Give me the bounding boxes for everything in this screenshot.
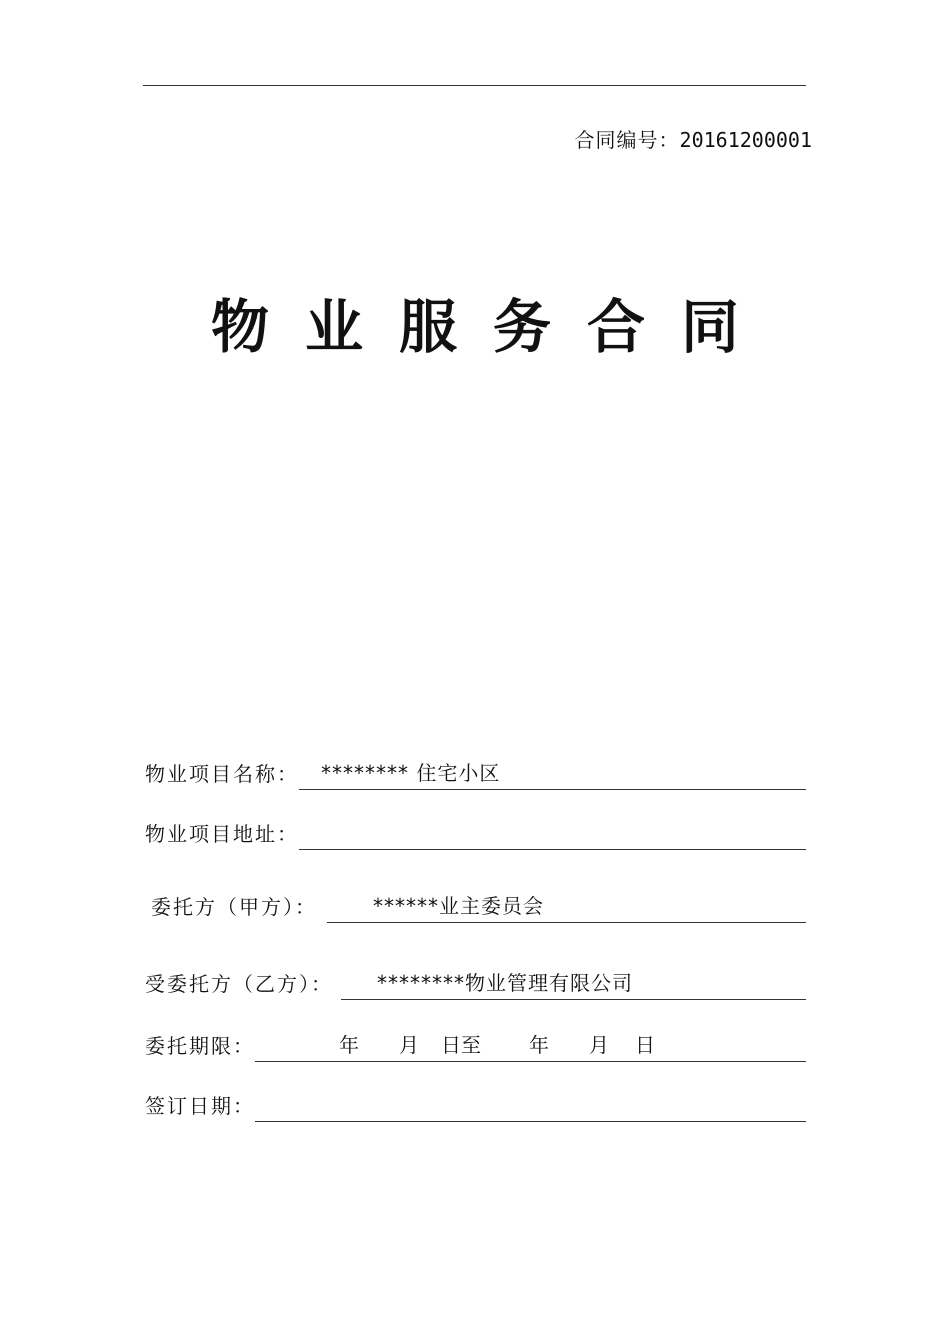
field-label: 物业项目名称： <box>145 762 299 786</box>
field-label: 委托期限： <box>145 1034 255 1058</box>
term-period <box>255 1029 655 1061</box>
contract-number <box>575 124 812 153</box>
contract-number-value: 20161200001 <box>679 128 812 152</box>
header-rule <box>143 85 806 86</box>
field-term <box>145 1022 806 1062</box>
field-project-name <box>145 750 806 790</box>
field-party-a <box>145 883 806 923</box>
field-party-b <box>145 960 806 1000</box>
term-line <box>255 1031 806 1062</box>
term-start-day: 日至 <box>441 1033 481 1057</box>
contract-number-label: 合同编号： <box>574 128 680 152</box>
party-b-line <box>341 969 806 1000</box>
party-b-value: ********物业管理有限公司 <box>377 971 633 995</box>
project-name-value: ******** 住宅小区 <box>321 761 501 785</box>
project-name-line <box>299 759 806 790</box>
field-label: 物业项目地址： <box>145 822 299 846</box>
field-label: 受委托方（乙方）： <box>145 972 333 996</box>
term-end-year: 年 <box>529 1033 549 1057</box>
party-a-line <box>327 892 806 923</box>
party-a-value: ******业主委员会 <box>373 894 544 918</box>
term-end-month: 月 <box>589 1033 609 1057</box>
field-sign-date <box>145 1082 806 1122</box>
term-end-day: 日 <box>635 1033 655 1057</box>
field-label: 委托方（甲方）： <box>151 895 317 919</box>
project-address-line <box>299 819 806 850</box>
field-label: 签订日期： <box>145 1094 255 1118</box>
term-start-month: 月 <box>399 1033 419 1057</box>
term-start-year: 年 <box>339 1033 359 1057</box>
field-project-address <box>145 810 806 850</box>
document-title: 物业服务合同 <box>210 293 775 361</box>
sign-date-line <box>255 1091 806 1122</box>
